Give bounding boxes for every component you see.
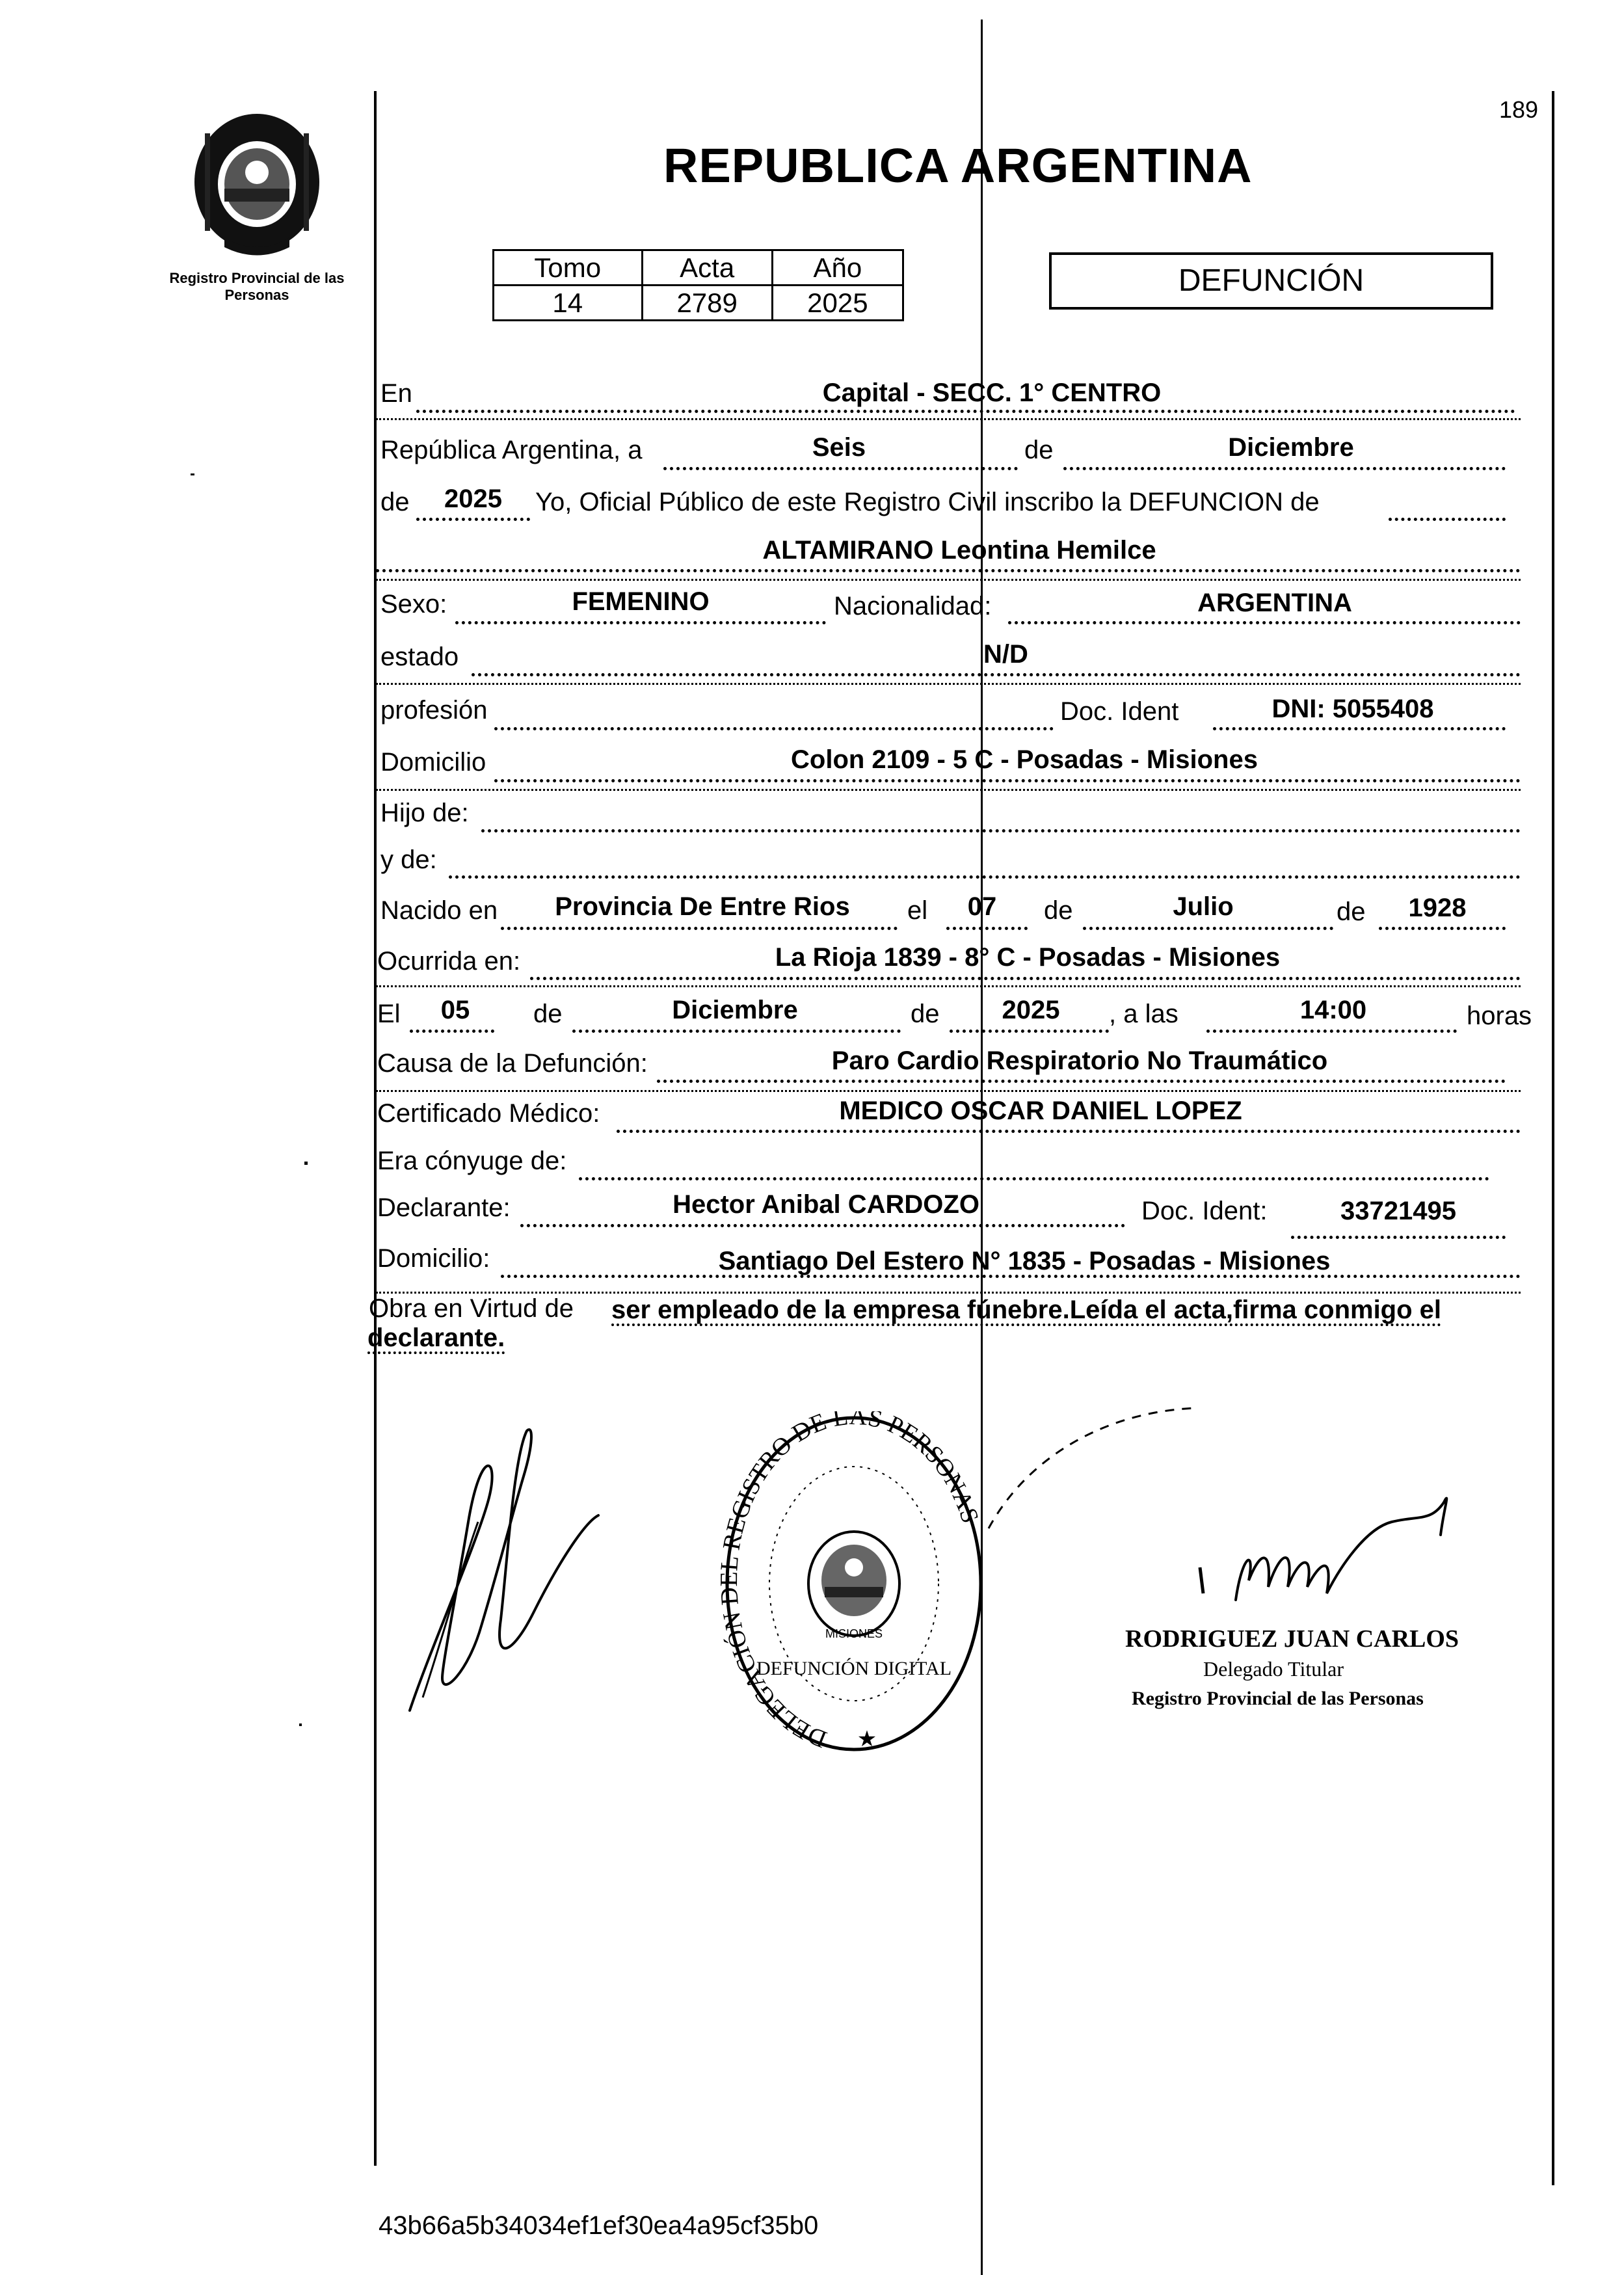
header-anio: Año [772, 250, 903, 286]
dia-line [663, 467, 1018, 470]
yde-line [449, 875, 1521, 879]
doc2-value: 33721495 [1340, 1197, 1456, 1225]
left-margin-line [374, 91, 377, 2166]
sexo-value: FEMENINO [572, 587, 710, 616]
de-label: de [1024, 436, 1054, 464]
estado-line [472, 673, 1521, 676]
official-position: Delegado Titular [1203, 1657, 1344, 1681]
fall-dia-value: 05 [440, 996, 470, 1024]
de4-label: de [1337, 898, 1366, 926]
yo-line [1389, 518, 1506, 521]
margin-mark [191, 473, 194, 475]
fall-anio-value: 2025 [1002, 996, 1060, 1024]
sexo-label: Sexo: [380, 590, 447, 619]
republica-label: República Argentina, a [380, 436, 643, 464]
anio-value: 2025 [444, 485, 502, 513]
doc-label: Doc. Ident [1060, 697, 1179, 726]
province-seal-logo [185, 107, 328, 257]
doc2-label: Doc. Ident: [1141, 1197, 1268, 1225]
registry-table [492, 249, 904, 321]
fall-hora-value: 14:00 [1299, 996, 1367, 1024]
row-separator [376, 789, 1521, 791]
obra-value-continued: declarante. [367, 1324, 505, 1352]
header-tomo: Tomo [494, 250, 643, 286]
ocurrida-line [530, 977, 1521, 980]
profesion-line [494, 727, 1054, 730]
stamp-emblem-text: MISIONES [825, 1627, 883, 1640]
dia-value: Seis [812, 433, 866, 462]
conyuge-line [579, 1177, 1489, 1180]
de3-label: de [1044, 896, 1073, 925]
el2-label: El [377, 1000, 401, 1028]
estado-label: estado [380, 643, 459, 671]
margin-mark [304, 1162, 308, 1165]
nombre-value: ALTAMIRANO Leontina Hemilce [762, 536, 1156, 565]
mes-value: Diciembre [1228, 433, 1354, 462]
obra-label: Obra en Virtud de [369, 1294, 574, 1323]
row-separator [376, 418, 1521, 420]
yo-text: Yo, Oficial Público de este Registro Civil inscribo la DEFUNCION de [535, 488, 1320, 516]
cert-line [617, 1130, 1521, 1133]
estado-value: N/D [983, 640, 1028, 669]
yde-label: y de: [380, 845, 437, 874]
de2-label: de [380, 488, 410, 516]
row-separator [376, 1292, 1521, 1294]
nac-mes-line [1083, 927, 1333, 930]
nacionalidad-line [1008, 621, 1521, 624]
el-label: el [907, 896, 928, 925]
row-separator [376, 579, 1521, 581]
row-separator [376, 985, 1521, 987]
nac-anio-line [1379, 927, 1506, 930]
right-margin-line [1552, 91, 1554, 2185]
page-title: REPUBLICA ARGENTINA [663, 139, 1253, 193]
declarante-line [520, 1224, 1125, 1227]
sexo-line [455, 621, 826, 624]
acta-value: 2789 [642, 286, 772, 321]
en-line [416, 410, 1515, 413]
fall-hora-line [1206, 1030, 1457, 1033]
horas-label: horas [1467, 1002, 1532, 1030]
cert-value: MEDICO OSCAR DANIEL LOPEZ [839, 1097, 1242, 1125]
page-number: 189 [1499, 96, 1539, 123]
declarante-value: Hector Anibal CARDOZO [672, 1190, 979, 1219]
causa-value: Paro Cardio Respiratorio No Traumático [831, 1046, 1328, 1075]
doc-value: DNI: 5055408 [1271, 695, 1434, 723]
de5-label: de [533, 1000, 563, 1028]
de6-label: de [911, 1000, 940, 1028]
nac-mes-value: Julio [1173, 892, 1234, 921]
ocurrida-value: La Rioja 1839 - 8° C - Posadas - Misiones [775, 943, 1281, 972]
anio-value: 2025 [772, 286, 903, 321]
cert-label: Certificado Médico: [377, 1099, 600, 1128]
document-type-box: DEFUNCIÓN [1049, 252, 1493, 310]
fall-dia-line [410, 1030, 494, 1033]
mes-line [1063, 467, 1506, 470]
tomo-value: 14 [494, 286, 643, 321]
nacido-label: Nacido en [380, 896, 498, 925]
star-icon: ★ [857, 1727, 877, 1751]
registry-caption: Registro Provincial de las Personas [169, 270, 345, 303]
row-separator [376, 1090, 1521, 1092]
fall-mes-value: Diciembre [672, 996, 798, 1024]
causa-label: Causa de la Defunción: [377, 1049, 648, 1078]
en-value: Capital - SECC. 1° CENTRO [822, 379, 1162, 407]
alas-label: , a las [1109, 1000, 1178, 1028]
domicilio2-label: Domicilio: [377, 1244, 490, 1273]
domicilio-value: Colon 2109 - 5 C - Posadas - Misiones [791, 745, 1258, 774]
nac-dia-value: 07 [967, 892, 997, 921]
header-acta: Acta [642, 250, 772, 286]
fall-mes-line [572, 1030, 901, 1033]
document-hash: 43b66a5b34034ef1ef30ea4a95cf35b0 [379, 2211, 819, 2240]
nacionalidad-label: Nacionalidad: [834, 592, 992, 620]
en-label: En [380, 379, 412, 408]
declarant-signature [403, 1418, 618, 1723]
official-office: Registro Provincial de las Personas [1132, 1688, 1424, 1709]
declarante-label: Declarante: [377, 1193, 511, 1222]
center-fold-line [981, 20, 983, 2275]
official-signature [976, 1398, 1470, 1626]
nac-dia-line [946, 927, 1028, 930]
doc2-line [1291, 1236, 1506, 1239]
causa-line [657, 1080, 1506, 1083]
conyuge-label: Era cónyuge de: [377, 1147, 567, 1175]
ocurrida-label: Ocurrida en: [377, 947, 521, 976]
nombre-line [376, 569, 1521, 572]
stamp-ring-text: DELEGACIÓN REGISTRO DE LAS PERSONAS [721, 1411, 984, 1753]
nacido-line [501, 927, 898, 930]
row-separator [376, 683, 1521, 685]
nac-anio-value: 1928 [1408, 894, 1467, 922]
profesion-label: profesión [380, 696, 488, 725]
domicilio2-value: Santiago Del Estero N° 1835 - Posadas - Misiones [718, 1247, 1331, 1275]
anio-line [416, 518, 530, 521]
hijo-line [481, 829, 1521, 832]
official-name: RODRIGUEZ JUAN CARLOS [1125, 1625, 1459, 1653]
official-stamp [721, 1411, 987, 1763]
domicilio-line [494, 779, 1521, 782]
margin-mark [299, 1723, 302, 1726]
doc-line [1213, 727, 1506, 730]
stamp-inner-text: DEFUNCIÓN DIGITAL [756, 1658, 952, 1679]
domicilio-label: Domicilio [380, 748, 486, 777]
fall-anio-line [950, 1030, 1109, 1033]
obra-value: ser empleado de la empresa fúnebre.Leída el acta,firma conmigo el [611, 1296, 1442, 1324]
nacido-value: Provincia De Entre Rios [555, 892, 850, 921]
nacionalidad-value: ARGENTINA [1197, 589, 1352, 617]
hijo-label: Hijo de: [380, 799, 469, 827]
